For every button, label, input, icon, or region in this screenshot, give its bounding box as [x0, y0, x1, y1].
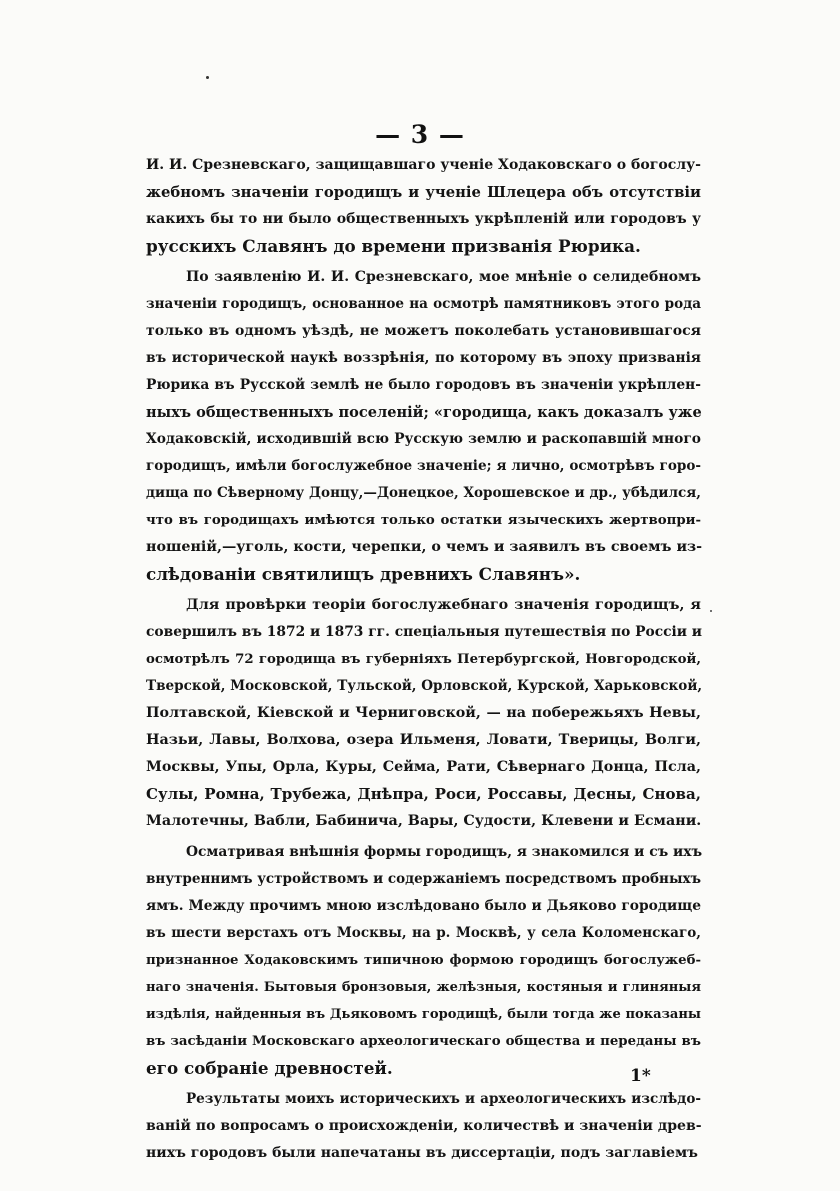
text-line: ваній по вопросамъ о происхожденіи, количествѣ и значеніи древ- — [146, 1118, 702, 1134]
paragraph — [146, 839, 701, 1082]
signature-mark: 1* — [630, 1066, 651, 1086]
text-line: Полтавской, Кіевской и Черниговской, — на побережьяхъ Невы, — [146, 705, 701, 721]
text-line: И. И. Срезневскаго, защищавшаго ученіе Ходаковскаго о богослу- — [146, 157, 701, 173]
text-line: Осматривая внѣшнія формы городищъ, я знакомился и съ ихъ — [186, 844, 703, 860]
text-line: наго значенія. Бытовыя бронзовыя, желѣзныя, костяныя и глиняныя — [146, 980, 701, 995]
text-line: осмотрѣлъ 72 городища въ губерніяхъ Петербургской, Новгородской, — [146, 652, 701, 667]
text-line: ямъ. Между прочимъ мною изслѣдовано было и Дьяково городище — [146, 898, 701, 914]
text-line: признанное Ходаковскимъ типичною формою городищъ богослужеб- — [146, 953, 701, 968]
text-line: жебномъ значеніи городищъ и ученіе Шлецера объ отсутствіи — [146, 184, 701, 201]
text-line: въ исторической наукѣ воззрѣнія, по которому въ эпоху призванія — [146, 350, 701, 366]
text-line: Ходаковскій, исходившій всю Русскую землю и раскопавшій много — [146, 431, 701, 447]
text-line: русскихъ Славянъ до времени призванія Рюрика. — [146, 236, 641, 256]
text-line: нихъ городовъ были напечатаны въ диссертаціи, подъ заглавіемъ — [146, 1145, 698, 1161]
text-line: Тверской, Московской, Тульской, Орловской, Курской, Харьковской, — [146, 678, 703, 694]
text-line: издѣлія, найденныя въ Дьяковомъ городищѣ, были тогда же показаны — [146, 1007, 701, 1022]
paragraph — [146, 592, 701, 835]
text-line: въ шести верстахъ отъ Москвы, на р. Москвѣ, у села Коломенскаго, — [146, 925, 701, 941]
text-line: ныхъ общественныхъ поселеній; «городища, какъ доказалъ уже — [146, 404, 702, 421]
text-line: Сулы, Ромна, Трубежа, Днѣпра, Роси, Россавы, Десны, Снова, — [146, 785, 701, 803]
text-line: въ засѣданіи Московскаго археологическаго общества и переданы въ — [146, 1034, 701, 1049]
ink-speck — [710, 610, 712, 612]
paragraph — [146, 1086, 701, 1167]
text-line: его собраніе древностей. — [146, 1058, 393, 1078]
ink-speck — [206, 76, 209, 79]
text-line: только въ одномъ уѣздѣ, не можетъ поколебать установившагося — [146, 323, 701, 339]
text-line: Для провѣрки теоріи богослужебнаго значенія городищъ, я — [186, 597, 701, 613]
text-line: Назьи, Лавы, Волхова, озера Ильменя, Ловати, Тверицы, Волги, — [146, 732, 701, 748]
text-line: ношеній,—уголь, кости, черепки, о чемъ и заявилъ въ своемъ из- — [146, 539, 703, 555]
text-line: По заявленію И. И. Срезневскаго, мое мнѣніе о селидебномъ — [186, 269, 701, 285]
text-line: значеніи городищъ, основанное на осмотрѣ памятниковъ этого рода — [146, 296, 701, 312]
text-line: совершилъ въ 1872 и 1873 гг. спеціальныя путешествія по Россіи и — [146, 624, 703, 640]
text-line: Малотечны, Вабли, Бабинича, Вары, Судости, Клевени и Есмани. — [146, 813, 702, 829]
text-line: городищъ, имѣли богослужебное значеніе; я лично, осмотрѣвъ горо- — [146, 458, 701, 474]
text-line: Результаты моихъ историческихъ и археологическихъ изслѣдо- — [186, 1091, 701, 1107]
text-line: Москвы, Упы, Орла, Куры, Сейма, Рати, Сѣвернаго Донца, Псла, — [146, 759, 701, 775]
text-line: что въ городищахъ имѣются только остатки языческихъ жертвопри- — [146, 513, 701, 528]
text-line: слѣдованіи святилищъ древнихъ Славянъ». — [146, 564, 581, 584]
paragraph — [146, 152, 701, 260]
body-text — [146, 152, 701, 1171]
page-number-header: — 3 — — [375, 120, 465, 149]
text-line: Рюрика въ Русской землѣ не было городовъ въ значеніи укрѣплен- — [146, 377, 701, 393]
text-line: дища по Сѣверному Донцу,—Донецкое, Хорошевское и др., убѣдился, — [146, 485, 701, 501]
paragraph — [146, 264, 701, 588]
text-line: внутреннимъ устройствомъ и содержаніемъ посредствомъ пробныхъ — [146, 871, 701, 887]
text-line: какихъ бы то ни было общественныхъ укрѣпленій или городовъ у — [146, 211, 701, 227]
